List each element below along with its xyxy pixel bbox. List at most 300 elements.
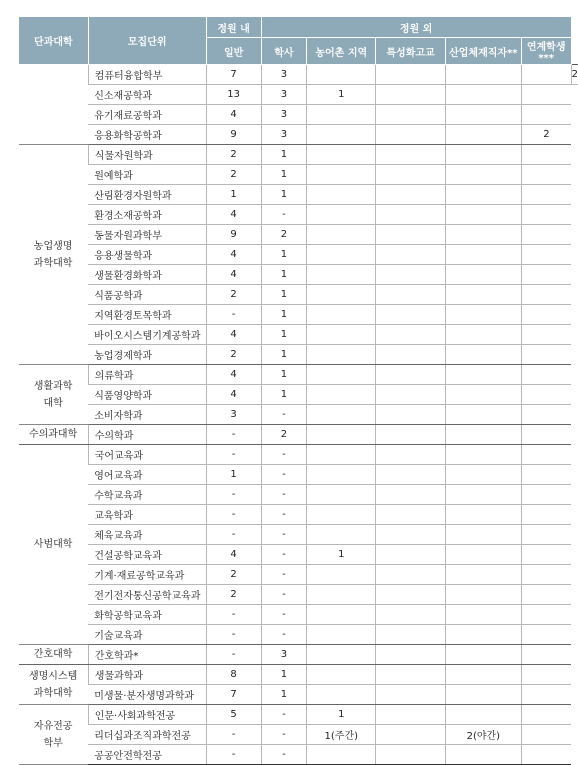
rural-cell — [307, 385, 376, 405]
rural-cell — [307, 405, 376, 425]
table-row — [19, 105, 578, 125]
table-row — [19, 325, 578, 345]
bachelor-cell: - — [261, 405, 307, 425]
rural-cell — [307, 625, 376, 645]
link-cell — [521, 205, 571, 225]
industry-cell — [445, 445, 521, 465]
table-row — [19, 625, 578, 645]
rural-cell: 1 — [307, 85, 376, 105]
rural-cell: 1(주간) — [307, 725, 376, 745]
bachelor-cell: 3 — [261, 125, 307, 145]
special-hs-cell — [376, 205, 446, 225]
table-row — [19, 645, 578, 665]
link-cell — [521, 105, 571, 125]
bachelor-cell: - — [261, 205, 307, 225]
dept-cell: 식품공학과 — [88, 285, 206, 305]
general-cell: 4 — [206, 385, 261, 405]
bachelor-cell: 3 — [261, 105, 307, 125]
rural-cell — [307, 285, 376, 305]
link-cell — [521, 65, 571, 85]
rural-cell — [307, 305, 376, 325]
industry-cell — [445, 485, 521, 505]
rural-cell — [307, 165, 376, 185]
link-cell — [521, 505, 571, 525]
special-hs-cell — [376, 325, 446, 345]
table-row — [19, 545, 578, 565]
industry-cell — [445, 605, 521, 625]
table-row — [19, 745, 578, 765]
rural-cell — [307, 65, 376, 85]
link-cell — [521, 425, 571, 445]
table-row — [19, 525, 578, 545]
special-hs-cell — [376, 125, 446, 145]
admission-quota-table — [18, 16, 578, 765]
table-row — [19, 705, 578, 725]
special-hs-cell — [376, 65, 446, 85]
link-cell — [521, 305, 571, 325]
dept-cell: 지역환경토목학과 — [88, 305, 206, 325]
general-cell: - — [206, 645, 261, 665]
link-cell — [521, 745, 571, 765]
table-row — [19, 665, 578, 685]
header-quota-in: 정원 내 — [206, 17, 261, 38]
special-hs-cell — [376, 685, 446, 705]
link-cell — [521, 85, 571, 105]
table-row — [19, 485, 578, 505]
link-cell — [521, 485, 571, 505]
rural-cell — [307, 465, 376, 485]
bachelor-cell: - — [261, 525, 307, 545]
industry-cell — [445, 305, 521, 325]
industry-cell — [445, 685, 521, 705]
link-cell — [521, 525, 571, 545]
table-row — [19, 445, 578, 465]
general-cell: 2 — [206, 285, 261, 305]
link-cell — [521, 265, 571, 285]
bachelor-cell: 1 — [261, 665, 307, 685]
dept-cell: 전기전자통신공학교육과 — [88, 585, 206, 605]
rural-cell — [307, 365, 376, 385]
header-general: 일반 — [206, 38, 261, 65]
special-hs-cell — [376, 465, 446, 485]
industry-cell — [445, 745, 521, 765]
general-cell: 3 — [206, 405, 261, 425]
general-cell: 7 — [206, 685, 261, 705]
special-hs-cell — [376, 545, 446, 565]
dept-cell: 컴퓨터융합학부 — [88, 65, 206, 85]
table-row — [19, 405, 578, 425]
bachelor-cell: 1 — [261, 685, 307, 705]
general-cell: 4 — [206, 245, 261, 265]
general-cell: 2 — [206, 165, 261, 185]
dept-cell: 원예학과 — [88, 165, 206, 185]
college-cell — [19, 65, 89, 145]
dept-cell: 환경소재공학과 — [88, 205, 206, 225]
general-cell: 4 — [206, 205, 261, 225]
general-cell: 8 — [206, 665, 261, 685]
industry-cell — [445, 405, 521, 425]
bachelor-cell: - — [261, 565, 307, 585]
table-row — [19, 305, 578, 325]
table-row — [19, 385, 578, 405]
special-hs-cell — [376, 745, 446, 765]
table-row — [19, 245, 578, 265]
dept-cell: 바이오시스템기계공학과 — [88, 325, 206, 345]
industry-cell — [445, 385, 521, 405]
header-quota-out: 정원 외 — [261, 17, 571, 38]
dept-cell: 소비자학과 — [88, 405, 206, 425]
dept-cell: 인문·사회과학전공 — [88, 705, 206, 725]
industry-cell — [445, 145, 521, 165]
general-cell: 2 — [206, 565, 261, 585]
rural-cell — [307, 505, 376, 525]
dept-cell: 생물환경화학과 — [88, 265, 206, 285]
industry-cell — [445, 545, 521, 565]
link-cell — [521, 725, 571, 745]
general-cell: 7 — [206, 65, 261, 85]
general-cell: 9 — [206, 125, 261, 145]
rural-cell — [307, 565, 376, 585]
bachelor-cell: 1 — [261, 365, 307, 385]
rural-cell — [307, 325, 376, 345]
general-cell: 5 — [206, 705, 261, 725]
general-cell: 2 — [206, 345, 261, 365]
dept-cell: 기술교육과 — [88, 625, 206, 645]
table-row — [19, 185, 578, 205]
rural-cell — [307, 145, 376, 165]
bachelor-cell: - — [261, 705, 307, 725]
dept-cell: 산림환경자원학과 — [88, 185, 206, 205]
special-hs-cell — [376, 285, 446, 305]
rural-cell: 1 — [307, 545, 376, 565]
table-row — [19, 125, 578, 145]
link-cell — [521, 285, 571, 305]
industry-cell — [445, 85, 521, 105]
rural-cell: 1 — [307, 705, 376, 725]
dept-cell: 화학공학교육과 — [88, 605, 206, 625]
rural-cell — [307, 605, 376, 625]
dept-cell: 영어교육과 — [88, 465, 206, 485]
dept-cell: 응용화학공학과 — [88, 125, 206, 145]
general-cell: - — [206, 505, 261, 525]
table-body — [19, 65, 578, 765]
general-cell: - — [206, 625, 261, 645]
special-hs-cell — [376, 405, 446, 425]
table-row — [19, 425, 578, 445]
link-cell — [521, 665, 571, 685]
general-cell: - — [206, 445, 261, 465]
bachelor-cell: 1 — [261, 385, 307, 405]
dept-cell: 체육교육과 — [88, 525, 206, 545]
industry-cell — [445, 125, 521, 145]
dept-cell: 의류학과 — [88, 365, 206, 385]
rural-cell — [307, 485, 376, 505]
general-cell: 13 — [206, 85, 261, 105]
dept-cell: 미생물·분자생명과학과 — [88, 685, 206, 705]
special-hs-cell — [376, 665, 446, 685]
rural-cell — [307, 245, 376, 265]
dept-cell: 기계·재료공학교육과 — [88, 565, 206, 585]
college-cell: 간호대학 — [19, 645, 89, 665]
link-cell — [521, 165, 571, 185]
bachelor-cell: 1 — [261, 185, 307, 205]
header-dept: 모집단위 — [88, 17, 206, 65]
general-cell: - — [206, 305, 261, 325]
industry-cell — [445, 525, 521, 545]
college-cell: 사범대학 — [19, 445, 89, 645]
industry-cell: 2(야간) — [445, 725, 521, 745]
general-cell: 2 — [206, 145, 261, 165]
industry-cell — [445, 285, 521, 305]
college-cell: 수의과대학 — [19, 425, 89, 445]
table-row — [19, 365, 578, 385]
link-cell — [521, 145, 571, 165]
special-hs-cell — [376, 145, 446, 165]
link-cell — [521, 685, 571, 705]
bachelor-cell: 1 — [261, 325, 307, 345]
bachelor-cell: 2 — [261, 425, 307, 445]
industry-cell — [445, 65, 521, 85]
bachelor-cell: 1 — [261, 285, 307, 305]
dept-cell: 간호학과* — [88, 645, 206, 665]
general-cell: 4 — [206, 105, 261, 125]
general-cell: 4 — [206, 545, 261, 565]
special-hs-cell — [376, 625, 446, 645]
industry-cell — [445, 365, 521, 385]
general-cell: 4 — [206, 265, 261, 285]
special-hs-cell — [376, 725, 446, 745]
general-cell: 1 — [206, 465, 261, 485]
table-row — [19, 265, 578, 285]
special-hs-cell — [376, 185, 446, 205]
link-cell — [521, 385, 571, 405]
link-cell — [521, 545, 571, 565]
industry-cell — [445, 105, 521, 125]
header-link: 연계학생*** — [521, 38, 571, 65]
special-hs-cell — [376, 705, 446, 725]
rural-cell — [307, 265, 376, 285]
rural-cell — [307, 345, 376, 365]
general-cell: - — [206, 485, 261, 505]
general-cell: 4 — [206, 325, 261, 345]
dept-cell: 신소재공학과 — [88, 85, 206, 105]
link-cell — [521, 365, 571, 385]
college-cell: 자유전공 학부 — [19, 705, 89, 765]
rural-cell — [307, 685, 376, 705]
special-hs-cell — [376, 605, 446, 625]
rural-cell — [307, 205, 376, 225]
industry-cell — [445, 645, 521, 665]
general-cell: - — [206, 425, 261, 445]
bachelor-cell: 1 — [261, 265, 307, 285]
undefined-cell: 2 — [571, 65, 578, 85]
dept-cell: 생물과학과 — [88, 665, 206, 685]
industry-cell — [445, 225, 521, 245]
header-rural: 농어촌 지역 — [307, 38, 376, 65]
industry-cell — [445, 465, 521, 485]
dept-cell: 응용생물학과 — [88, 245, 206, 265]
link-cell — [521, 605, 571, 625]
dept-cell: 건설공학교육과 — [88, 545, 206, 565]
special-hs-cell — [376, 645, 446, 665]
industry-cell — [445, 585, 521, 605]
rural-cell — [307, 225, 376, 245]
rural-cell — [307, 645, 376, 665]
dept-cell: 리더십과조직과학전공 — [88, 725, 206, 745]
special-hs-cell — [376, 265, 446, 285]
table-row — [19, 65, 578, 85]
bachelor-cell: 2 — [261, 225, 307, 245]
table-row — [19, 565, 578, 585]
bachelor-cell: - — [261, 585, 307, 605]
general-cell: 2 — [206, 585, 261, 605]
special-hs-cell — [376, 165, 446, 185]
link-cell — [521, 625, 571, 645]
link-cell — [521, 185, 571, 205]
special-hs-cell — [376, 585, 446, 605]
industry-cell — [445, 425, 521, 445]
bachelor-cell: 1 — [261, 165, 307, 185]
general-cell: 4 — [206, 365, 261, 385]
link-cell: 2 — [521, 125, 571, 145]
general-cell: 9 — [206, 225, 261, 245]
link-cell — [521, 325, 571, 345]
bachelor-cell: - — [261, 605, 307, 625]
bachelor-cell: - — [261, 505, 307, 525]
table-row — [19, 205, 578, 225]
industry-cell — [445, 265, 521, 285]
bachelor-cell: 3 — [261, 65, 307, 85]
table-row — [19, 725, 578, 745]
rural-cell — [307, 445, 376, 465]
link-cell — [521, 225, 571, 245]
industry-cell — [445, 185, 521, 205]
bachelor-cell: - — [261, 445, 307, 465]
college-cell: 생활과학 대학 — [19, 365, 89, 425]
table-row — [19, 285, 578, 305]
special-hs-cell — [376, 245, 446, 265]
special-hs-cell — [376, 485, 446, 505]
link-cell — [521, 645, 571, 665]
rural-cell — [307, 125, 376, 145]
rural-cell — [307, 525, 376, 545]
dept-cell: 유기재료공학과 — [88, 105, 206, 125]
link-cell — [521, 445, 571, 465]
general-cell: - — [206, 605, 261, 625]
dept-cell: 국어교육과 — [88, 445, 206, 465]
header-industry: 산업체재직자** — [445, 38, 521, 65]
special-hs-cell — [376, 505, 446, 525]
special-hs-cell — [376, 305, 446, 325]
bachelor-cell: 1 — [261, 245, 307, 265]
rural-cell — [307, 425, 376, 445]
link-cell — [521, 405, 571, 425]
dept-cell: 공공안전학전공 — [88, 745, 206, 765]
bachelor-cell: - — [261, 545, 307, 565]
industry-cell — [445, 325, 521, 345]
bachelor-cell: 3 — [261, 85, 307, 105]
bachelor-cell: 1 — [261, 305, 307, 325]
header-bachelor: 학사 — [261, 38, 307, 65]
table-row — [19, 145, 578, 165]
dept-cell: 농업경제학과 — [88, 345, 206, 365]
industry-cell — [445, 205, 521, 225]
general-cell: - — [206, 725, 261, 745]
table-row — [19, 505, 578, 525]
industry-cell — [445, 625, 521, 645]
college-cell: 생명시스템 과학대학 — [19, 665, 89, 705]
general-cell: 1 — [206, 185, 261, 205]
bachelor-cell: - — [261, 465, 307, 485]
special-hs-cell — [376, 525, 446, 545]
college-cell: 농업생명 과학대학 — [19, 145, 89, 365]
industry-cell — [445, 245, 521, 265]
bachelor-cell: - — [261, 745, 307, 765]
bachelor-cell: 1 — [261, 145, 307, 165]
table-row — [19, 225, 578, 245]
rural-cell — [307, 105, 376, 125]
special-hs-cell — [376, 365, 446, 385]
link-cell — [521, 565, 571, 585]
dept-cell: 동물자원과학부 — [88, 225, 206, 245]
general-cell: - — [206, 525, 261, 545]
special-hs-cell — [376, 565, 446, 585]
header-special-hs: 특성화고교 — [376, 38, 446, 65]
rural-cell — [307, 585, 376, 605]
special-hs-cell — [376, 445, 446, 465]
rural-cell — [307, 745, 376, 765]
table-row — [19, 165, 578, 185]
link-cell — [521, 585, 571, 605]
special-hs-cell — [376, 225, 446, 245]
admission-table-container — [18, 16, 578, 765]
table-row — [19, 465, 578, 485]
dept-cell: 식품영양학과 — [88, 385, 206, 405]
dept-cell: 식물자원학과 — [88, 145, 206, 165]
bachelor-cell: - — [261, 625, 307, 645]
table-row — [19, 605, 578, 625]
bachelor-cell: - — [261, 725, 307, 745]
industry-cell — [445, 505, 521, 525]
bachelor-cell: 3 — [261, 645, 307, 665]
industry-cell — [445, 665, 521, 685]
general-cell: - — [206, 745, 261, 765]
link-cell — [521, 465, 571, 485]
dept-cell: 교육학과 — [88, 505, 206, 525]
header-college: 단과대학 — [19, 17, 89, 65]
special-hs-cell — [376, 345, 446, 365]
bachelor-cell: 1 — [261, 345, 307, 365]
link-cell — [521, 345, 571, 365]
industry-cell — [445, 345, 521, 365]
special-hs-cell — [376, 105, 446, 125]
industry-cell — [445, 165, 521, 185]
dept-cell: 수의학과 — [88, 425, 206, 445]
special-hs-cell — [376, 85, 446, 105]
dept-cell: 수학교육과 — [88, 485, 206, 505]
link-cell — [521, 245, 571, 265]
link-cell — [521, 705, 571, 725]
table-row — [19, 345, 578, 365]
rural-cell — [307, 185, 376, 205]
table-row — [19, 685, 578, 705]
industry-cell — [445, 705, 521, 725]
table-row — [19, 585, 578, 605]
special-hs-cell — [376, 385, 446, 405]
table-row — [19, 85, 578, 105]
rural-cell — [307, 665, 376, 685]
bachelor-cell: - — [261, 485, 307, 505]
